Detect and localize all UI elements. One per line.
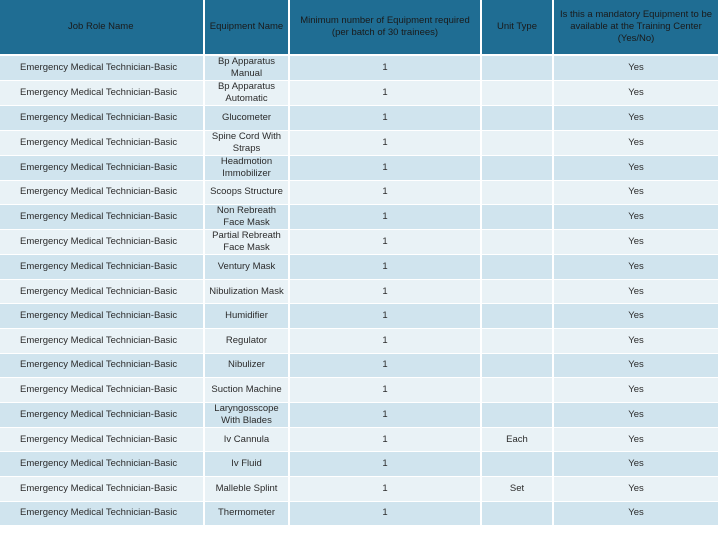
minimum-quantity-cell: 1 — [290, 280, 482, 305]
header-equipment-name: Equipment Name — [205, 0, 290, 56]
equipment-name-cell: Regulator — [205, 329, 290, 354]
mandatory-cell: Yes — [554, 205, 720, 230]
unit-type-cell — [482, 81, 554, 106]
minimum-quantity-cell: 1 — [290, 502, 482, 527]
table-row — [0, 502, 720, 527]
mandatory-cell: Yes — [554, 106, 720, 131]
minimum-quantity-cell: 1 — [290, 230, 482, 255]
minimum-quantity-cell: 1 — [290, 452, 482, 477]
minimum-quantity-cell: 1 — [290, 181, 482, 206]
table-row — [0, 403, 720, 428]
minimum-quantity-cell: 1 — [290, 56, 482, 81]
job-role-cell: Emergency Medical Technician-Basic — [0, 354, 205, 379]
equipment-name-cell: Thermometer — [205, 502, 290, 527]
mandatory-cell: Yes — [554, 428, 720, 453]
mandatory-cell: Yes — [554, 56, 720, 81]
job-role-cell: Emergency Medical Technician-Basic — [0, 181, 205, 206]
minimum-quantity-cell: 1 — [290, 354, 482, 379]
unit-type-cell — [482, 329, 554, 354]
mandatory-cell: Yes — [554, 280, 720, 305]
minimum-quantity-cell: 1 — [290, 428, 482, 453]
job-role-cell: Emergency Medical Technician-Basic — [0, 131, 205, 156]
job-role-cell: Emergency Medical Technician-Basic — [0, 280, 205, 305]
job-role-cell: Emergency Medical Technician-Basic — [0, 428, 205, 453]
mandatory-cell: Yes — [554, 230, 720, 255]
unit-type-cell — [482, 106, 554, 131]
mandatory-cell: Yes — [554, 403, 720, 428]
equipment-name-cell: Scoops Structure — [205, 181, 290, 206]
mandatory-cell: Yes — [554, 81, 720, 106]
job-role-cell: Emergency Medical Technician-Basic — [0, 329, 205, 354]
table-row — [0, 156, 720, 181]
table-row — [0, 81, 720, 106]
mandatory-cell: Yes — [554, 452, 720, 477]
unit-type-cell — [482, 56, 554, 81]
equipment-name-cell: Partial Rebreath Face Mask — [205, 230, 290, 255]
table-row — [0, 106, 720, 131]
minimum-quantity-cell: 1 — [290, 304, 482, 329]
equipment-name-cell: Malleble Splint — [205, 477, 290, 502]
header-minimum-required: Minimum number of Equipment required (per batch of 30 trainees) — [290, 0, 482, 56]
equipment-name-cell: Iv Cannula — [205, 428, 290, 453]
job-role-cell: Emergency Medical Technician-Basic — [0, 81, 205, 106]
minimum-quantity-cell: 1 — [290, 131, 482, 156]
equipment-name-cell: Bp Apparatus Automatic — [205, 81, 290, 106]
table-row — [0, 255, 720, 280]
minimum-quantity-cell: 1 — [290, 156, 482, 181]
unit-type-cell — [482, 502, 554, 527]
equipment-name-cell: Headmotion Immobilizer — [205, 156, 290, 181]
equipment-name-cell: Nibulization Mask — [205, 280, 290, 305]
unit-type-cell — [482, 205, 554, 230]
job-role-cell: Emergency Medical Technician-Basic — [0, 477, 205, 502]
equipment-name-cell: Laryngosscope With Blades — [205, 403, 290, 428]
table-row — [0, 230, 720, 255]
unit-type-cell: Set — [482, 477, 554, 502]
equipment-name-cell: Iv Fluid — [205, 452, 290, 477]
job-role-cell: Emergency Medical Technician-Basic — [0, 255, 205, 280]
job-role-cell: Emergency Medical Technician-Basic — [0, 304, 205, 329]
unit-type-cell — [482, 304, 554, 329]
equipment-name-cell: Suction Machine — [205, 378, 290, 403]
job-role-cell: Emergency Medical Technician-Basic — [0, 502, 205, 527]
job-role-cell: Emergency Medical Technician-Basic — [0, 230, 205, 255]
job-role-cell: Emergency Medical Technician-Basic — [0, 452, 205, 477]
table-row — [0, 329, 720, 354]
mandatory-cell: Yes — [554, 329, 720, 354]
header-job-role: Job Role Name — [0, 0, 205, 56]
equipment-name-cell: Humidifier — [205, 304, 290, 329]
table-row — [0, 205, 720, 230]
minimum-quantity-cell: 1 — [290, 403, 482, 428]
equipment-name-cell: Spine Cord With Straps — [205, 131, 290, 156]
table-row — [0, 378, 720, 403]
table-row — [0, 280, 720, 305]
minimum-quantity-cell: 1 — [290, 378, 482, 403]
mandatory-cell: Yes — [554, 477, 720, 502]
unit-type-cell — [482, 156, 554, 181]
minimum-quantity-cell: 1 — [290, 255, 482, 280]
mandatory-cell: Yes — [554, 378, 720, 403]
job-role-cell: Emergency Medical Technician-Basic — [0, 56, 205, 81]
header-mandatory: Is this a mandatory Equipment to be available at the Training Center (Yes/No) — [554, 0, 720, 56]
table-row — [0, 477, 720, 502]
mandatory-cell: Yes — [554, 354, 720, 379]
unit-type-cell — [482, 255, 554, 280]
job-role-cell: Emergency Medical Technician-Basic — [0, 205, 205, 230]
table-row — [0, 56, 720, 81]
table-row — [0, 304, 720, 329]
unit-type-cell: Each — [482, 428, 554, 453]
table-row — [0, 354, 720, 379]
equipment-name-cell: Bp Apparatus Manual — [205, 56, 290, 81]
unit-type-cell — [482, 452, 554, 477]
unit-type-cell — [482, 131, 554, 156]
job-role-cell: Emergency Medical Technician-Basic — [0, 106, 205, 131]
mandatory-cell: Yes — [554, 156, 720, 181]
job-role-cell: Emergency Medical Technician-Basic — [0, 156, 205, 181]
mandatory-cell: Yes — [554, 502, 720, 527]
mandatory-cell: Yes — [554, 181, 720, 206]
unit-type-cell — [482, 181, 554, 206]
equipment-name-cell: Nibulizer — [205, 354, 290, 379]
unit-type-cell — [482, 230, 554, 255]
job-role-cell: Emergency Medical Technician-Basic — [0, 403, 205, 428]
unit-type-cell — [482, 280, 554, 305]
mandatory-cell: Yes — [554, 131, 720, 156]
unit-type-cell — [482, 354, 554, 379]
unit-type-cell — [482, 378, 554, 403]
minimum-quantity-cell: 1 — [290, 329, 482, 354]
table-row — [0, 452, 720, 477]
table-row — [0, 131, 720, 156]
job-role-cell: Emergency Medical Technician-Basic — [0, 378, 205, 403]
minimum-quantity-cell: 1 — [290, 106, 482, 131]
minimum-quantity-cell: 1 — [290, 477, 482, 502]
table-row — [0, 181, 720, 206]
unit-type-cell — [482, 403, 554, 428]
equipment-name-cell: Non Rebreath Face Mask — [205, 205, 290, 230]
equipment-name-cell: Glucometer — [205, 106, 290, 131]
header-unit-type: Unit Type — [482, 0, 554, 56]
mandatory-cell: Yes — [554, 255, 720, 280]
header-row — [0, 0, 720, 56]
mandatory-cell: Yes — [554, 304, 720, 329]
minimum-quantity-cell: 1 — [290, 205, 482, 230]
table-row — [0, 428, 720, 453]
minimum-quantity-cell: 1 — [290, 81, 482, 106]
table-body — [0, 56, 720, 526]
equipment-name-cell: Ventury Mask — [205, 255, 290, 280]
